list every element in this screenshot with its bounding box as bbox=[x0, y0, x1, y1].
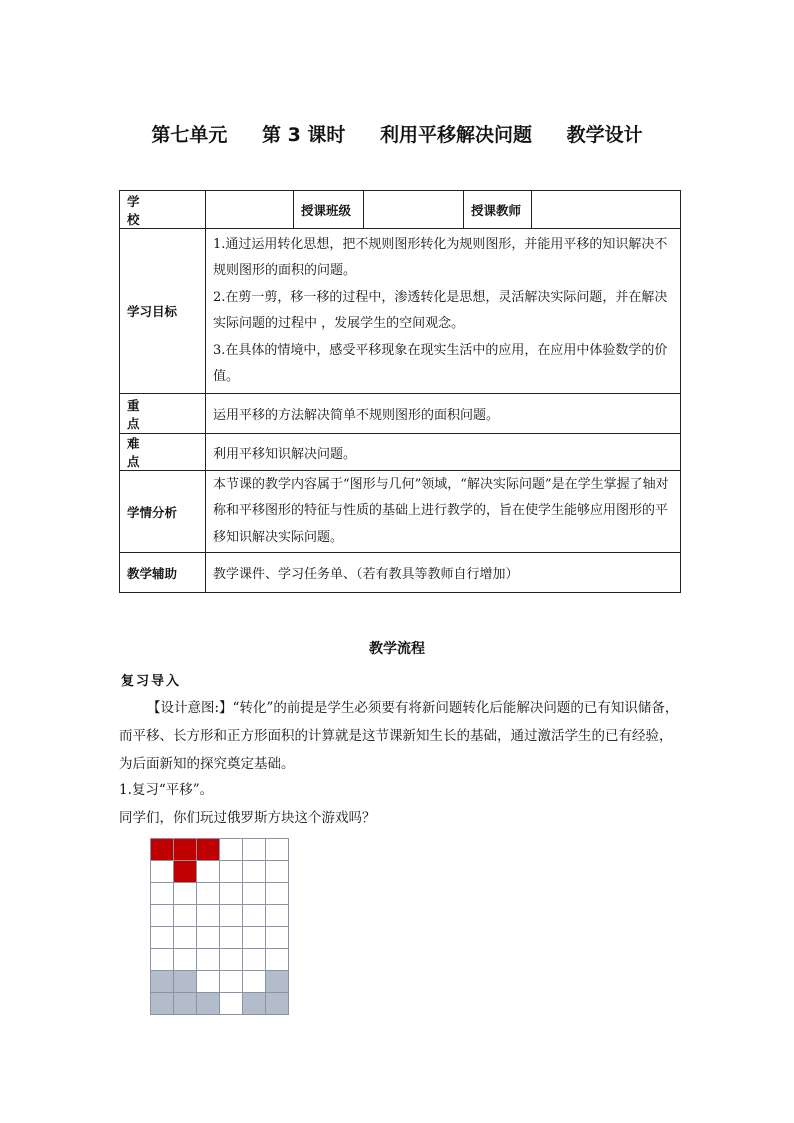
grid-cell-empty bbox=[220, 839, 243, 861]
grid-cell-empty bbox=[151, 905, 174, 927]
grid-cell-empty bbox=[243, 861, 266, 883]
teacher-label: 授课教师 bbox=[464, 191, 532, 229]
class-label: 授课班级 bbox=[294, 191, 364, 229]
grid-cell-gray bbox=[174, 993, 197, 1015]
grid-cell-red bbox=[197, 839, 220, 861]
table-row bbox=[120, 434, 681, 471]
review-heading: 复习导入 bbox=[121, 674, 182, 689]
table-row bbox=[120, 191, 681, 229]
grid-cell-empty bbox=[243, 971, 266, 993]
analysis-label: 学情分析 bbox=[120, 471, 206, 553]
grid-cell-empty bbox=[266, 883, 289, 905]
grid-cell-empty bbox=[220, 905, 243, 927]
grid-cell-empty bbox=[266, 839, 289, 861]
grid-cell-empty bbox=[174, 927, 197, 949]
grid-cell-empty bbox=[197, 905, 220, 927]
table-row bbox=[120, 553, 681, 593]
grid-cell-empty bbox=[220, 861, 243, 883]
grid-cell-empty bbox=[266, 927, 289, 949]
key-value: 运用平移的方法解决简单不规则图形的面积问题。 bbox=[206, 394, 681, 434]
title-lesson: 第 3 课时 bbox=[261, 124, 346, 146]
grid-cell-empty bbox=[266, 861, 289, 883]
grid-cell-gray bbox=[266, 971, 289, 993]
grid-cell-empty bbox=[243, 927, 266, 949]
document-title bbox=[0, 120, 794, 147]
grid-cell-empty bbox=[197, 927, 220, 949]
grid-cell-empty bbox=[151, 883, 174, 905]
class-value bbox=[364, 191, 464, 229]
teaching-flow-title: 教学流程 bbox=[369, 641, 425, 657]
grid-cell-empty bbox=[220, 993, 243, 1015]
grid-cell-empty bbox=[243, 839, 266, 861]
grid-cell-gray bbox=[151, 971, 174, 993]
aids-value: 教学课件、学习任务单、（若有教具等教师自行增加） bbox=[206, 553, 681, 593]
grid-cell-empty bbox=[266, 949, 289, 971]
lesson-info-table bbox=[119, 190, 681, 593]
grid-cell-empty bbox=[243, 905, 266, 927]
difficulty-label: 难点 bbox=[120, 434, 206, 471]
goal-item: 1.通过运用转化思想，把不规则图形转化为规则图形，并能用平移的知识解决不规则图形的面积的问题。 bbox=[213, 236, 668, 278]
difficulty-value: 利用平移知识解决问题。 bbox=[206, 434, 681, 471]
grid-cell-gray bbox=[151, 993, 174, 1015]
grid-cell-empty bbox=[220, 949, 243, 971]
analysis-value: 本节课的教学内容属于“图形与几何”领域，“解决实际问题”是在学生掌握了轴对称和平移图形的特征与性质的基础上进行教学的，旨在使学生能够应用图形的平移知识解决实际问题。 bbox=[206, 471, 681, 553]
table-row bbox=[120, 229, 681, 394]
grid-cell-red bbox=[151, 839, 174, 861]
key-label: 重点 bbox=[120, 394, 206, 434]
grid-cell-empty bbox=[243, 949, 266, 971]
grid-cell-empty bbox=[174, 949, 197, 971]
grid-cell-gray bbox=[174, 971, 197, 993]
teacher-value bbox=[532, 191, 681, 229]
school-label: 学校 bbox=[120, 191, 206, 229]
grid-cell-empty bbox=[220, 883, 243, 905]
grid-cell-empty bbox=[197, 971, 220, 993]
goals-label: 学习目标 bbox=[120, 229, 206, 394]
grid-cell-gray bbox=[243, 993, 266, 1015]
grid-cell-empty bbox=[151, 949, 174, 971]
title-topic: 利用平移解决问题 bbox=[380, 124, 533, 146]
question-text: 同学们，你们玩过俄罗斯方块这个游戏吗？ bbox=[119, 810, 376, 826]
school-value bbox=[206, 191, 294, 229]
table-row bbox=[120, 394, 681, 434]
grid-cell-empty bbox=[174, 883, 197, 905]
grid-cell-empty bbox=[220, 971, 243, 993]
grid-cell-red bbox=[174, 861, 197, 883]
goal-item: 2.在剪一剪，移一移的过程中，渗透转化是思想，灵活解决实际问题，并在解决实际问题的过程中 ，发展学生的空间观念。 bbox=[213, 289, 668, 331]
grid-cell-empty bbox=[266, 905, 289, 927]
design-intent-paragraph: 【设计意图:】“转化”的前提是学生必须要有将新问题转化后能解决问题的已有知识储备，而平移、长方形和正方形面积的计算就是这节课新知生长的基础，通过激活学生的已有经验，为后面新知的探究奠定基础。 bbox=[119, 700, 679, 772]
goals-cell bbox=[206, 229, 681, 394]
grid-cell-empty bbox=[174, 905, 197, 927]
table-row bbox=[120, 471, 681, 553]
grid-cell-empty bbox=[197, 949, 220, 971]
title-kind: 教学设计 bbox=[566, 124, 643, 146]
grid-cell-empty bbox=[197, 883, 220, 905]
review-item: 1.复习“平移”。 bbox=[119, 782, 214, 798]
grid-cell-empty bbox=[220, 927, 243, 949]
grid-cell-empty bbox=[151, 861, 174, 883]
grid-cell-red bbox=[174, 839, 197, 861]
grid-cell-gray bbox=[266, 993, 289, 1015]
aids-label: 教学辅助 bbox=[120, 553, 206, 593]
grid-cell-empty bbox=[197, 861, 220, 883]
goal-item: 3.在具体的情境中，感受平移现象在现实生活中的应用，在应用中体验数学的价值。 bbox=[213, 342, 668, 384]
grid-cell-gray bbox=[197, 993, 220, 1015]
grid-cell-empty bbox=[151, 927, 174, 949]
grid-cell-empty bbox=[243, 883, 266, 905]
title-unit: 第七单元 bbox=[151, 124, 228, 146]
tetris-grid-figure bbox=[150, 838, 289, 1015]
